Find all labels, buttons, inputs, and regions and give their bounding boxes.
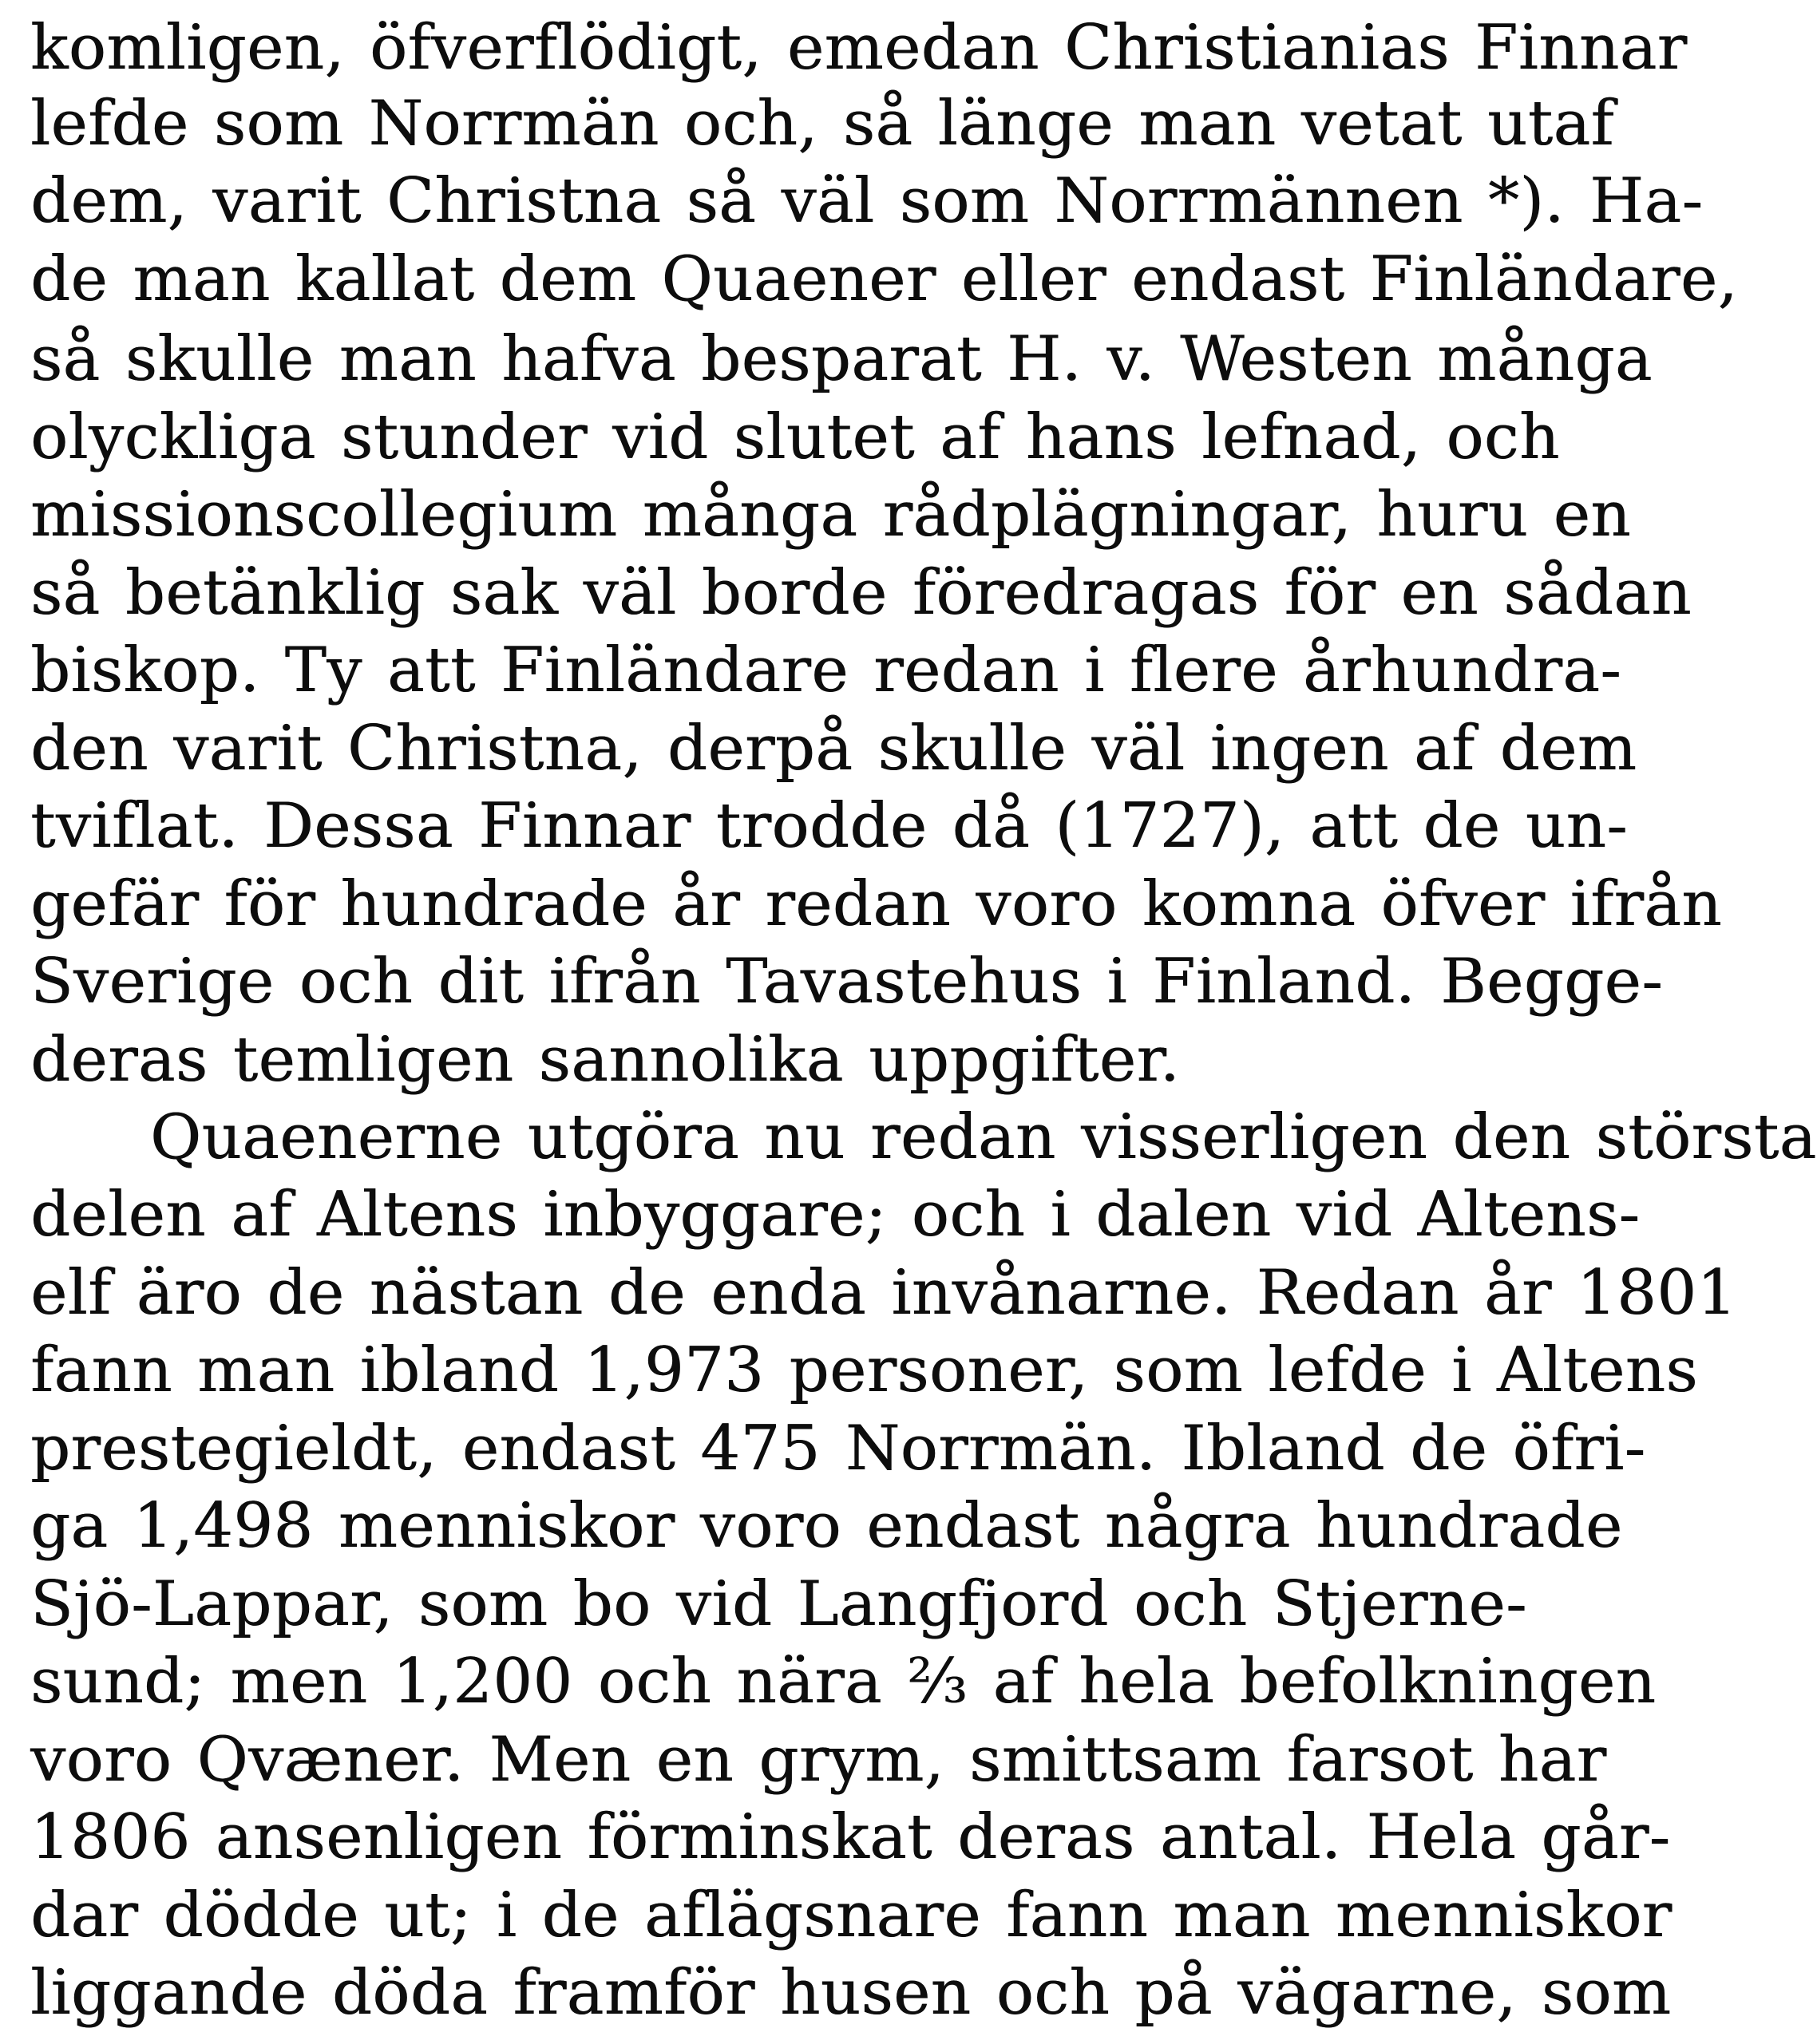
text-line: så skulle man hafva besparat H. v. Westen många [30, 323, 1653, 395]
text-line: liggande döda framför husen och på vägarne, som [30, 1957, 1672, 2029]
text-line: missionscollegium många rådplägningar, huru en [30, 479, 1631, 551]
paragraph-first-line: Quaenerne utgöra nu redan visserligen den största [150, 1101, 1817, 1173]
text-line: fann man ibland 1,973 personer, som lefde i Altens [30, 1334, 1698, 1406]
text-line: deras temligen sannolika uppgifter. [30, 1024, 1180, 1096]
text-line: elf äro de nästan de enda invånarne. Redan år 1801 [30, 1257, 1737, 1329]
text-line: lefde som Norrmän och, så länge man vetat utaf [30, 88, 1614, 160]
text-line: ga 1,498 menniskor voro endast några hundrade [30, 1490, 1623, 1562]
text-line: dar dödde ut; i de aflägsnare fann man menniskor [30, 1880, 1673, 1951]
text-line: prestegieldt, endast 475 Norrmän. Ibland de öfri- [30, 1413, 1646, 1485]
text-line: biskop. Ty att Finländare redan i flere århundra- [30, 635, 1622, 706]
text-line: delen af Altens inbyggare; och i dalen vid Altens- [30, 1179, 1641, 1251]
text-line: tviflat. Dessa Finnar trodde då (1727), att de un- [30, 790, 1629, 862]
text-line: komligen, öfverflödigt, emedan Christianias Finnar [30, 12, 1688, 84]
text-line: voro Qvæner. Men en grym, smittsam farsot har [30, 1724, 1607, 1796]
text-line: den varit Christna, derpå skulle väl ingen af dem [30, 713, 1637, 785]
text-line: olyckliga stunder vid slutet af hans lefnad, och [30, 401, 1560, 473]
text-line: Sjö-Lappar, som bo vid Langfjord och Stjerne- [30, 1568, 1527, 1640]
text-line: 1806 ansenligen förminskat deras antal. Hela går- [30, 1801, 1671, 1873]
text-line: Sverige och dit ifrån Tavastehus i Finland. Begge- [30, 946, 1664, 1018]
text-line: dem, varit Christna så väl som Norrmännen *). Ha- [30, 165, 1704, 237]
text-line: de man kallat dem Quaener eller endast Finländare, [30, 243, 1738, 315]
text-line: gefär för hundrade år redan voro komna öfver ifrån [30, 868, 1723, 940]
text-line: så betänklig sak väl borde föredragas för en sådan [30, 557, 1692, 629]
text-line: sund; men 1,200 och nära ⅔ af hela befolkningen [30, 1646, 1657, 1718]
